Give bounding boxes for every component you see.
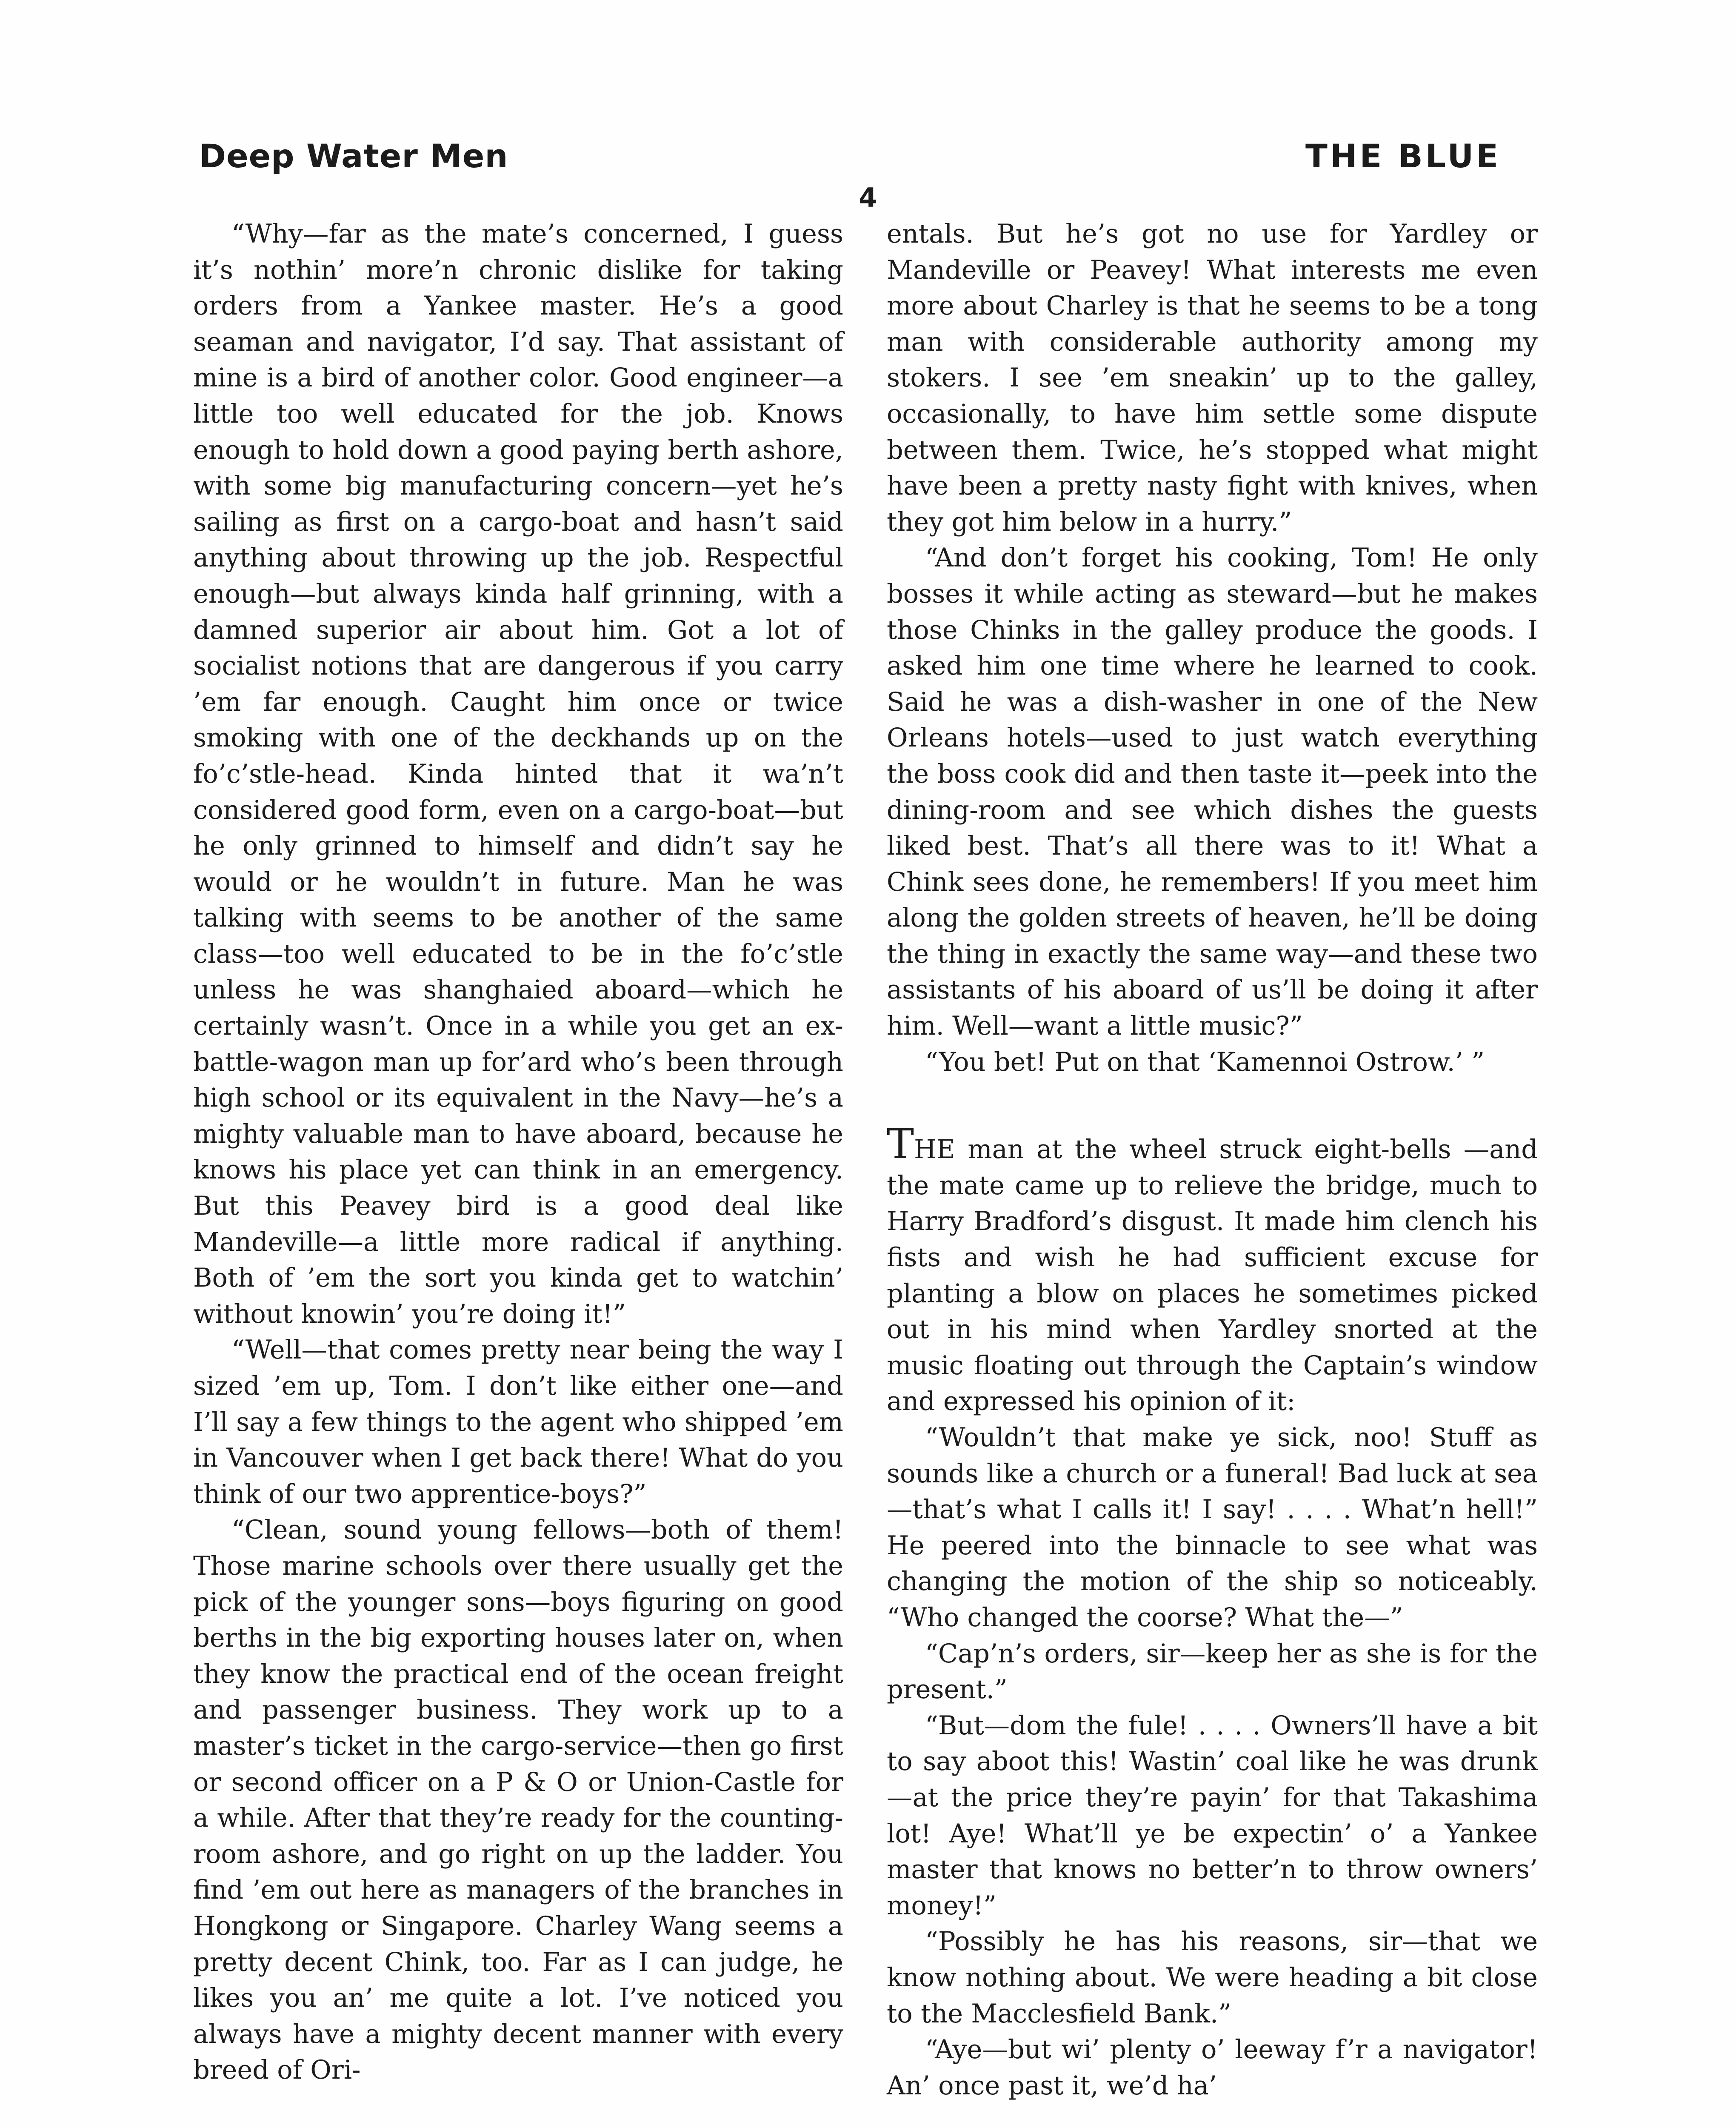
left-column [193,216,843,2088]
paragraph: “Clean, sound young fellows—both of them! Those marine schools over there usually get the pick of the younger sons—boys figuring on good berths in the big exporting houses later on, when they know the practical end of the ocean freight and passenger business. They work up to a master’s ticket in the cargo-service—then go first or second officer on a P & O or Union-Castle for a while. After that they’re ready for the counting-room ashore, and go right on up the ladder. You find ’em out here as managers of the branches in Hongkong or Singapore. Charley Wang seems a pretty decent Chink, too. Far as I can judge, he likes you an’ me quite a lot. I’ve noticed you always have a mighty decent manner with every breed of Ori- [193,1515,843,2085]
paragraph: “And don’t forget his cooking, Tom! He only bosses it while acting as steward—but he makes those Chinks in the galley produce the goods. I asked him one time where he learned to cook. Said he was a dish-washer in one of the New Orleans hotels—used to just watch everything the boss cook did and then taste it—peek into the dining-room and see which dishes the guests liked best. That’s all there was to it! What a Chink sees done, he remembers! If you meet him along the golden streets of heaven, he’ll be doing the thing in exactly the same way—and these two assistants of his aboard of us’ll be doing it after him. Well—want a little music?” [887,543,1538,1041]
paragraph: “But—dom the fule! . . . . Owners’ll have a bit to say aboot this! Wastin’ coal like he was drunk—at the price they’re payin’ for that Takashima lot! Aye! What’ll ye be expectin’ o’ a Yankee master that knows no better’n to throw owners’ money!” [887,1710,1538,1921]
drop-cap: T [887,1120,914,1168]
paragraph: “Wouldn’t that make ye sick, noo! Stuff as sounds like a church or a funeral! Bad luck at sea—that’s what I calls it! I say! . . . . What’n hell!” He peered into the binnacle to see what was changing the motion of the ship so noticeably. “Who changed the coorse? What the—” [887,1423,1538,1633]
paragraph: “Cap’n’s orders, sir—keep her as she is for the present.” [887,1639,1538,1705]
paragraph: “Well—that comes pretty near being the way I sized ’em up, Tom. I don’t like either one—and I’ll say a few things to the agent who shipped ’em in Vancouver when I get back there! What do you think of our two apprentice-boys?” [193,1335,843,1509]
paragraph: “Aye—but wi’ plenty o’ leeway f’r a navigator! An’ once past it, we’d ha’ [887,2035,1538,2101]
section-opening-paragraph [887,1120,1538,1420]
paragraph: “Why—far as the mate’s concerned, I guess it’s nothin’ more’n chronic dislike for taking orders from a Yankee master. He’s a good seaman and navigator, I’d say. That assistant of mine is a bird of another color. Good engineer—a little too well educated for the job. Knows enough to hold down a good paying berth ashore, with some big manufacturing concern—yet he’s sailing as first on a cargo-boat and hasn’t said anything about throwing up the job. Respectful enough—but always kinda half grinning, with a damned superior air about him. Got a lot of socialist notions that are dangerous if you carry ’em far enough. Caught him once or twice smoking with one of the deckhands up on the fo’c’stle-head. Kinda hinted that it wa’n’t considered good form, even on a cargo-boat—but he only grinned to himself and didn’t say he would or he wouldn’t in future. Man he was talking with seems to be another of the same class—too well educated to be in the fo’c’stle unless he was shanghaied aboard—which he certainly wasn’t. Once in a while you get an ex-battle-wagon man up for’ard who’s been through high school or its equivalent in the Navy—he’s a mighty valuable man to have aboard, because he knows his place yet can think in an emergency. But this Peavey bird is a good deal like Mandeville—a little more radical if anything. Both of ’em the sort you kinda get to watchin’ without knowin’ you’re doing it!” [193,219,843,1329]
magazine-title: THE BLUE [1305,137,1501,175]
paragraph: “Possibly he has his reasons, sir—that we know nothing about. We were heading a bit close to the Macclesfield Bank.” [887,1927,1538,2029]
section-break [887,1080,1538,1131]
paragraph: “You bet! Put on that ‘Kamennoi Ostrow.’ ” [925,1047,1485,1077]
right-column [887,216,1538,2104]
story-title: Deep Water Men [199,137,508,175]
paragraph: entals. But he’s got no use for Yardley or Mandeville or Peavey! What interests me even more about Charley is that he seems to be a tong man with considerable authority among my stokers. I see ’em sneakin’ up to the galley, occasionally, to have him settle some dispute between them. Twice, he’s stopped what might have been a pretty nasty fight with knives, when they got him below in a hurry.” [887,219,1538,537]
page-number: 4 [859,182,877,213]
opening-text: HE man at the wheel struck eight-bells —and the mate came up to relieve the bridge, much to Harry Bradford’s disgust. It made him clench his fists and wish he had sufficient excuse for planting a blow on places he sometimes picked out in his mind when Yardley snorted at the music floating out through the Captain’s window and expressed his opinion of it: [887,1135,1538,1417]
